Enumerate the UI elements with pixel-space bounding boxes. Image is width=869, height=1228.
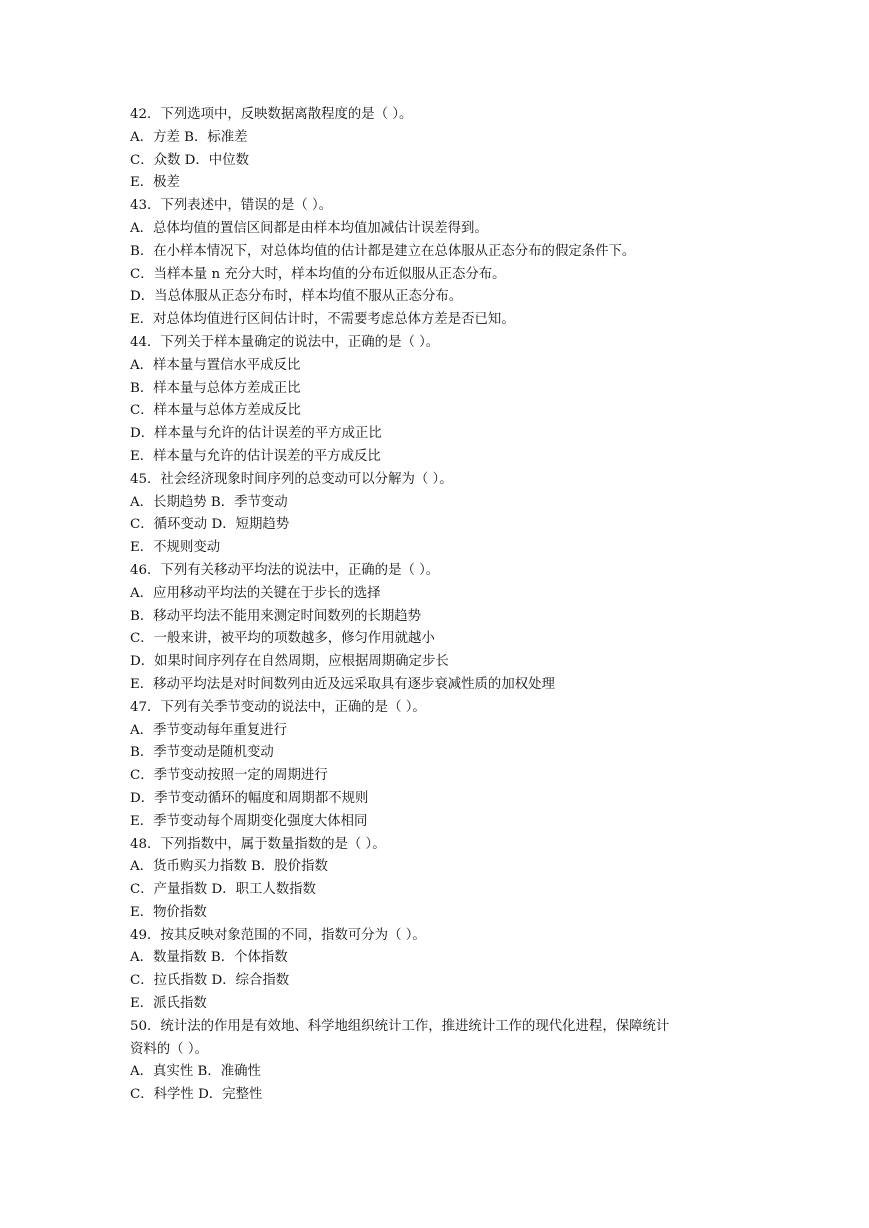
question-46: 46．下列有关移动平均法的说法中，正确的是（ ）。 [130, 562, 440, 578]
option-line: E．极差 [130, 175, 180, 191]
option-line: A．应用移动平均法的关键在于步长的选择 [130, 585, 381, 601]
question-43: 43．下列表述中，错误的是（ ）。 [130, 198, 333, 214]
option-line: C．拉氏指数 D．综合指数 [130, 973, 290, 989]
option-line: C．样本量与总体方差成反比 [130, 403, 301, 419]
option-line: E．季节变动每个周期变化强度大体相同 [130, 813, 368, 829]
option-line: D．样本量与允许的估计误差的平方成正比 [130, 426, 382, 442]
option-line: A．真实性 B．准确性 [130, 1064, 261, 1080]
option-line: B．季节变动是随机变动 [130, 745, 274, 761]
question-44: 44．下列关于样本量确定的说法中，正确的是（ ）。 [130, 334, 440, 350]
question-42: 42．下列选项中，反映数据离散程度的是（ ）。 [130, 107, 413, 122]
option-line: C．一般来讲，被平均的项数越多，修匀作用就越小 [130, 631, 435, 647]
option-line: A．样本量与置信水平成反比 [130, 357, 301, 373]
option-line: B．在小样本情况下，对总体均值的估计都是建立在总体服从正态分布的假定条件下。 [130, 243, 636, 259]
option-line: C．季节变动按照一定的周期进行 [130, 768, 328, 784]
option-line: C．科学性 D．完整性 [130, 1087, 263, 1103]
option-line: A．货币购买力指数 B．股价指数 [130, 859, 328, 875]
option-line: B．移动平均法不能用来测定时间数列的长期趋势 [130, 608, 422, 624]
option-line: B．样本量与总体方差成正比 [130, 380, 301, 396]
option-line: D．如果时间序列存在自然周期，应根据周期确定步长 [130, 654, 449, 670]
question-45: 45．社会经济现象时间序列的总变动可以分解为（ ）。 [130, 471, 453, 487]
question-47: 47．下列有关季节变动的说法中，正确的是（ ）。 [130, 699, 426, 715]
option-line: A．长期趋势 B．季节变动 [130, 494, 288, 510]
option-line: D．季节变动循环的幅度和周期都不规则 [130, 790, 369, 806]
option-line: E．样本量与允许的估计误差的平方成反比 [130, 448, 381, 464]
option-line: E．物价指数 [130, 904, 207, 920]
option-line: E．派氏指数 [130, 996, 207, 1012]
option-line: E．移动平均法是对时间数列由近及远采取具有逐步衰减性质的加权处理 [130, 676, 555, 692]
question-49: 49．按其反映对象范围的不同，指数可分为（ ）。 [130, 927, 426, 943]
option-line: C．众数 D．中位数 [130, 152, 249, 168]
option-line: C．当样本量 n 充分大时，样本均值的分布近似服从正态分布。 [130, 266, 506, 282]
option-line: E．对总体均值进行区间估计时，不需要考虑总体方差是否已知。 [130, 312, 515, 328]
option-line: E．不规则变动 [130, 540, 221, 556]
option-line: C．产量指数 D．职工人数指数 [130, 882, 316, 898]
question-50-continued: 资料的（ ）。 [130, 1041, 208, 1057]
question-48: 48．下列指数中，属于数量指数的是（ ）。 [130, 836, 386, 852]
option-line: A．季节变动每年重复进行 [130, 722, 287, 738]
option-line: C．循环变动 D．短期趋势 [130, 517, 290, 533]
option-line: D．当总体服从正态分布时，样本均值不服从正态分布。 [130, 289, 463, 305]
question-50: 50．统计法的作用是有效地、科学地组织统计工作，推进统计工作的现代化进程，保障统计 [130, 1018, 670, 1034]
option-line: A．方差 B．标准差 [130, 129, 248, 145]
document-page [130, 104, 730, 1107]
option-line: A．数量指数 B．个体指数 [130, 950, 288, 966]
option-line: A．总体均值的置信区间都是由样本均值加减估计误差得到。 [130, 220, 488, 236]
